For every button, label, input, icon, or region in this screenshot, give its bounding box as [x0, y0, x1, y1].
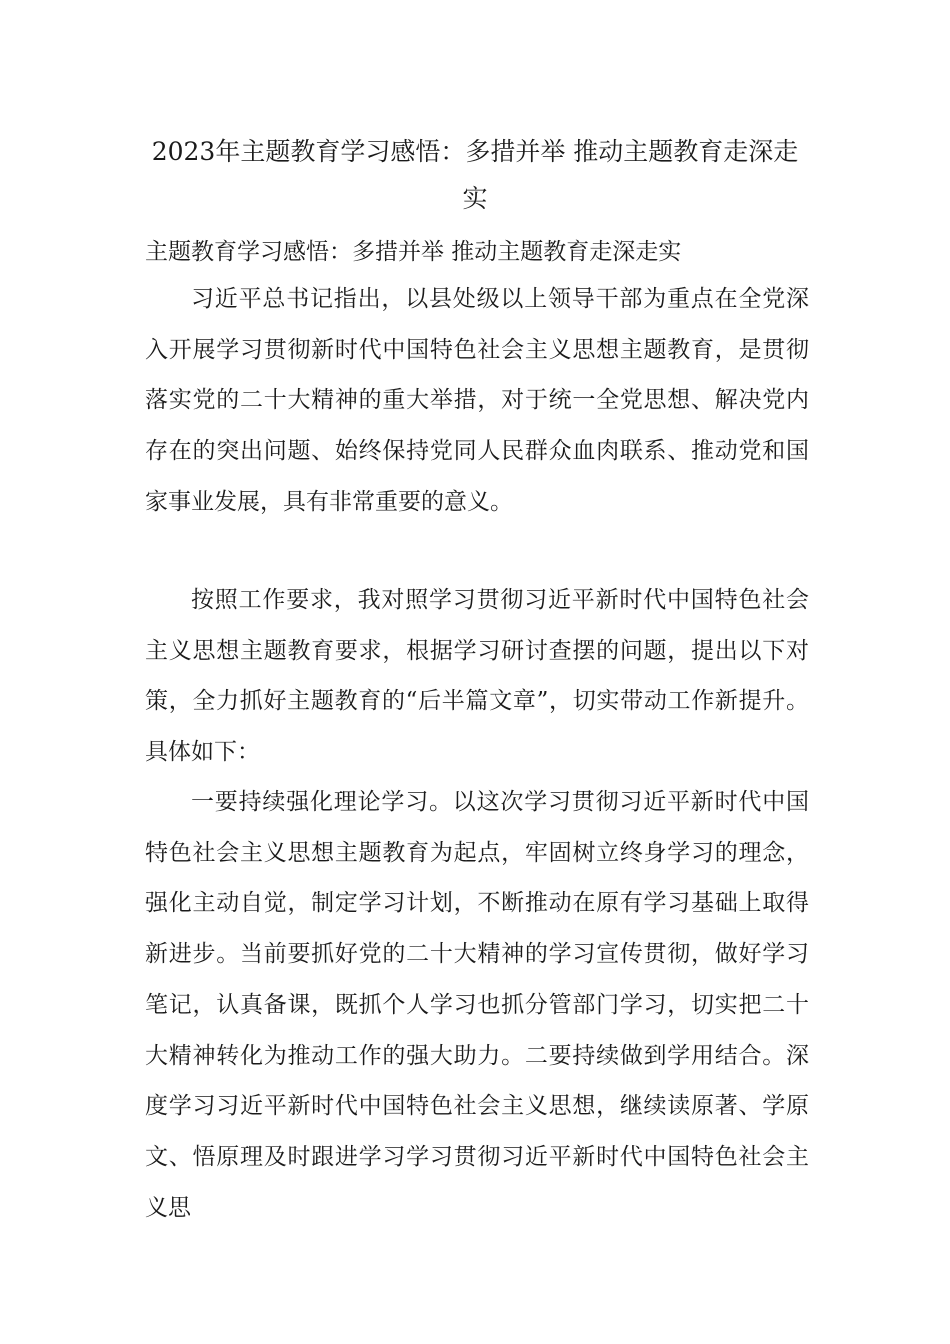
paragraph-requirements: 按照工作要求，我对照学习贯彻习近平新时代中国特色社会主义思想主题教育要求，根据学习研讨查摆的问题，提出以下对策，全力抓好主题教育的“后半篇文章”，切实带动工作新提升。具体如下： [145, 587, 809, 766]
document-subtitle: 主题教育学习感悟：多措并举 推动主题教育走深走实 [145, 239, 682, 265]
paragraph-intro: 习近平总书记指出，以县处级以上领导干部为重点在全党深入开展学习贯彻新时代中国特色社会主义思想主题教育，是贯彻落实党的二十大精神的重大举措，对于统一全党思想、解决党内存在的突出问题、始终保持党同人民群众血肉联系、推动党和国家事业发展，具有非常重要的意义。 [145, 286, 809, 515]
paragraph-measures: 一要持续强化理论学习。以这次学习贯彻习近平新时代中国特色社会主义思想主题教育为起点，牢固树立终身学习的理念，强化主动自觉，制定学习计划，不断推动在原有学习基础上取得新进步。当前要抓好党的二十大精神的学习宣传贯彻，做好学习笔记，认真备课，既抓个人学习也抓分管部门学习，切实把二十大精神转化为推动工作的强大助力。二要持续做到学用结合。深度学习习近平新时代中国特色社会主义思想，继续读原著、学原文、悟原理及时跟进学习学习贯彻习近平新时代中国特色社会主义思 [145, 789, 809, 1221]
document-title: 2023年主题教育学习感悟：多措并举 推动主题教育走深走实 [151, 137, 799, 213]
